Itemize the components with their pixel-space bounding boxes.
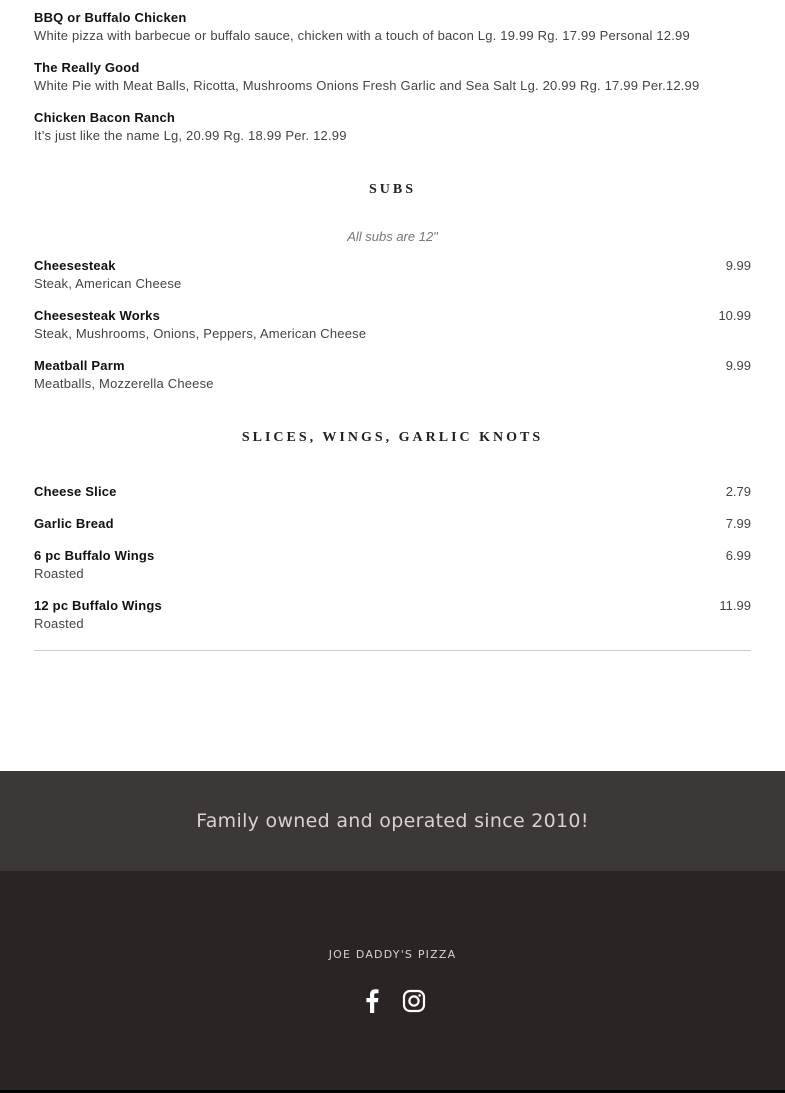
item-name: Garlic Bread (34, 516, 114, 531)
item-price: 10.99 (718, 308, 751, 323)
item-description: Roasted (34, 566, 84, 581)
menu-item-6pc-buffalo-wings (34, 548, 751, 581)
footer-business-name: JOE DADDY'S PIZZA (328, 948, 457, 961)
menu-item-bbq-buffalo-chicken (34, 10, 751, 43)
family-banner (0, 771, 785, 871)
item-description: White pizza with barbecue or buffalo sauce, chicken with a touch of bacon Lg. 19.99 Rg. 17.99 Personal 12.99 (34, 28, 690, 43)
menu-item-chicken-bacon-ranch (34, 110, 751, 143)
item-price: 9.99 (725, 258, 751, 273)
subs-section-title: SUBS (368, 182, 417, 197)
item-name: The Really Good (34, 60, 140, 75)
item-description: White Pie with Meat Balls, Ricotta, Mushrooms Onions Fresh Garlic and Sea Salt Lg. 20.99 Rg. 17.99 Per.12.99 (34, 78, 700, 93)
item-name: Cheesesteak (34, 258, 116, 273)
item-description: Meatballs, Mozzerella Cheese (34, 376, 214, 391)
item-name: Chicken Bacon Ranch (34, 110, 176, 125)
social-links (0, 988, 785, 1014)
facebook-icon[interactable] (360, 988, 384, 1014)
item-name: 12 pc Buffalo Wings (34, 598, 162, 613)
menu-item-cheesesteak (34, 258, 751, 291)
item-price: 2.79 (725, 484, 751, 499)
item-name: BBQ or Buffalo Chicken (34, 10, 187, 25)
subs-note: All subs are 12" (347, 229, 438, 244)
item-name: Cheesesteak Works (34, 308, 161, 323)
menu-item-meatball-parm (34, 358, 751, 391)
menu-item-garlic-bread (34, 516, 751, 531)
menu-item-cheese-slice (34, 484, 751, 499)
item-description: Steak, American Cheese (34, 276, 182, 291)
item-name: Cheese Slice (34, 484, 117, 499)
item-description: It’s just like the name Lg, 20.99 Rg. 18.99 Per. 12.99 (34, 128, 347, 143)
menu-item-really-good (34, 60, 751, 93)
item-price: 11.99 (719, 598, 751, 613)
item-name: Meatball Parm (34, 358, 125, 373)
site-footer (0, 871, 785, 1090)
item-price: 9.99 (725, 358, 751, 373)
menu-item-12pc-buffalo-wings (34, 598, 751, 631)
menu-item-cheesesteak-works (34, 308, 751, 341)
item-price: 7.99 (725, 516, 751, 531)
menu-divider (34, 650, 751, 651)
instagram-icon[interactable] (402, 988, 426, 1014)
item-description: Steak, Mushrooms, Onions, Peppers, American Cheese (34, 326, 367, 341)
slices-section-title: SLICES, WINGS, GARLIC KNOTS (241, 430, 544, 445)
item-description: Roasted (34, 616, 84, 631)
item-price: 6.99 (725, 548, 751, 563)
banner-text: Family owned and operated since 2010! (196, 810, 589, 832)
item-name: 6 pc Buffalo Wings (34, 548, 155, 563)
